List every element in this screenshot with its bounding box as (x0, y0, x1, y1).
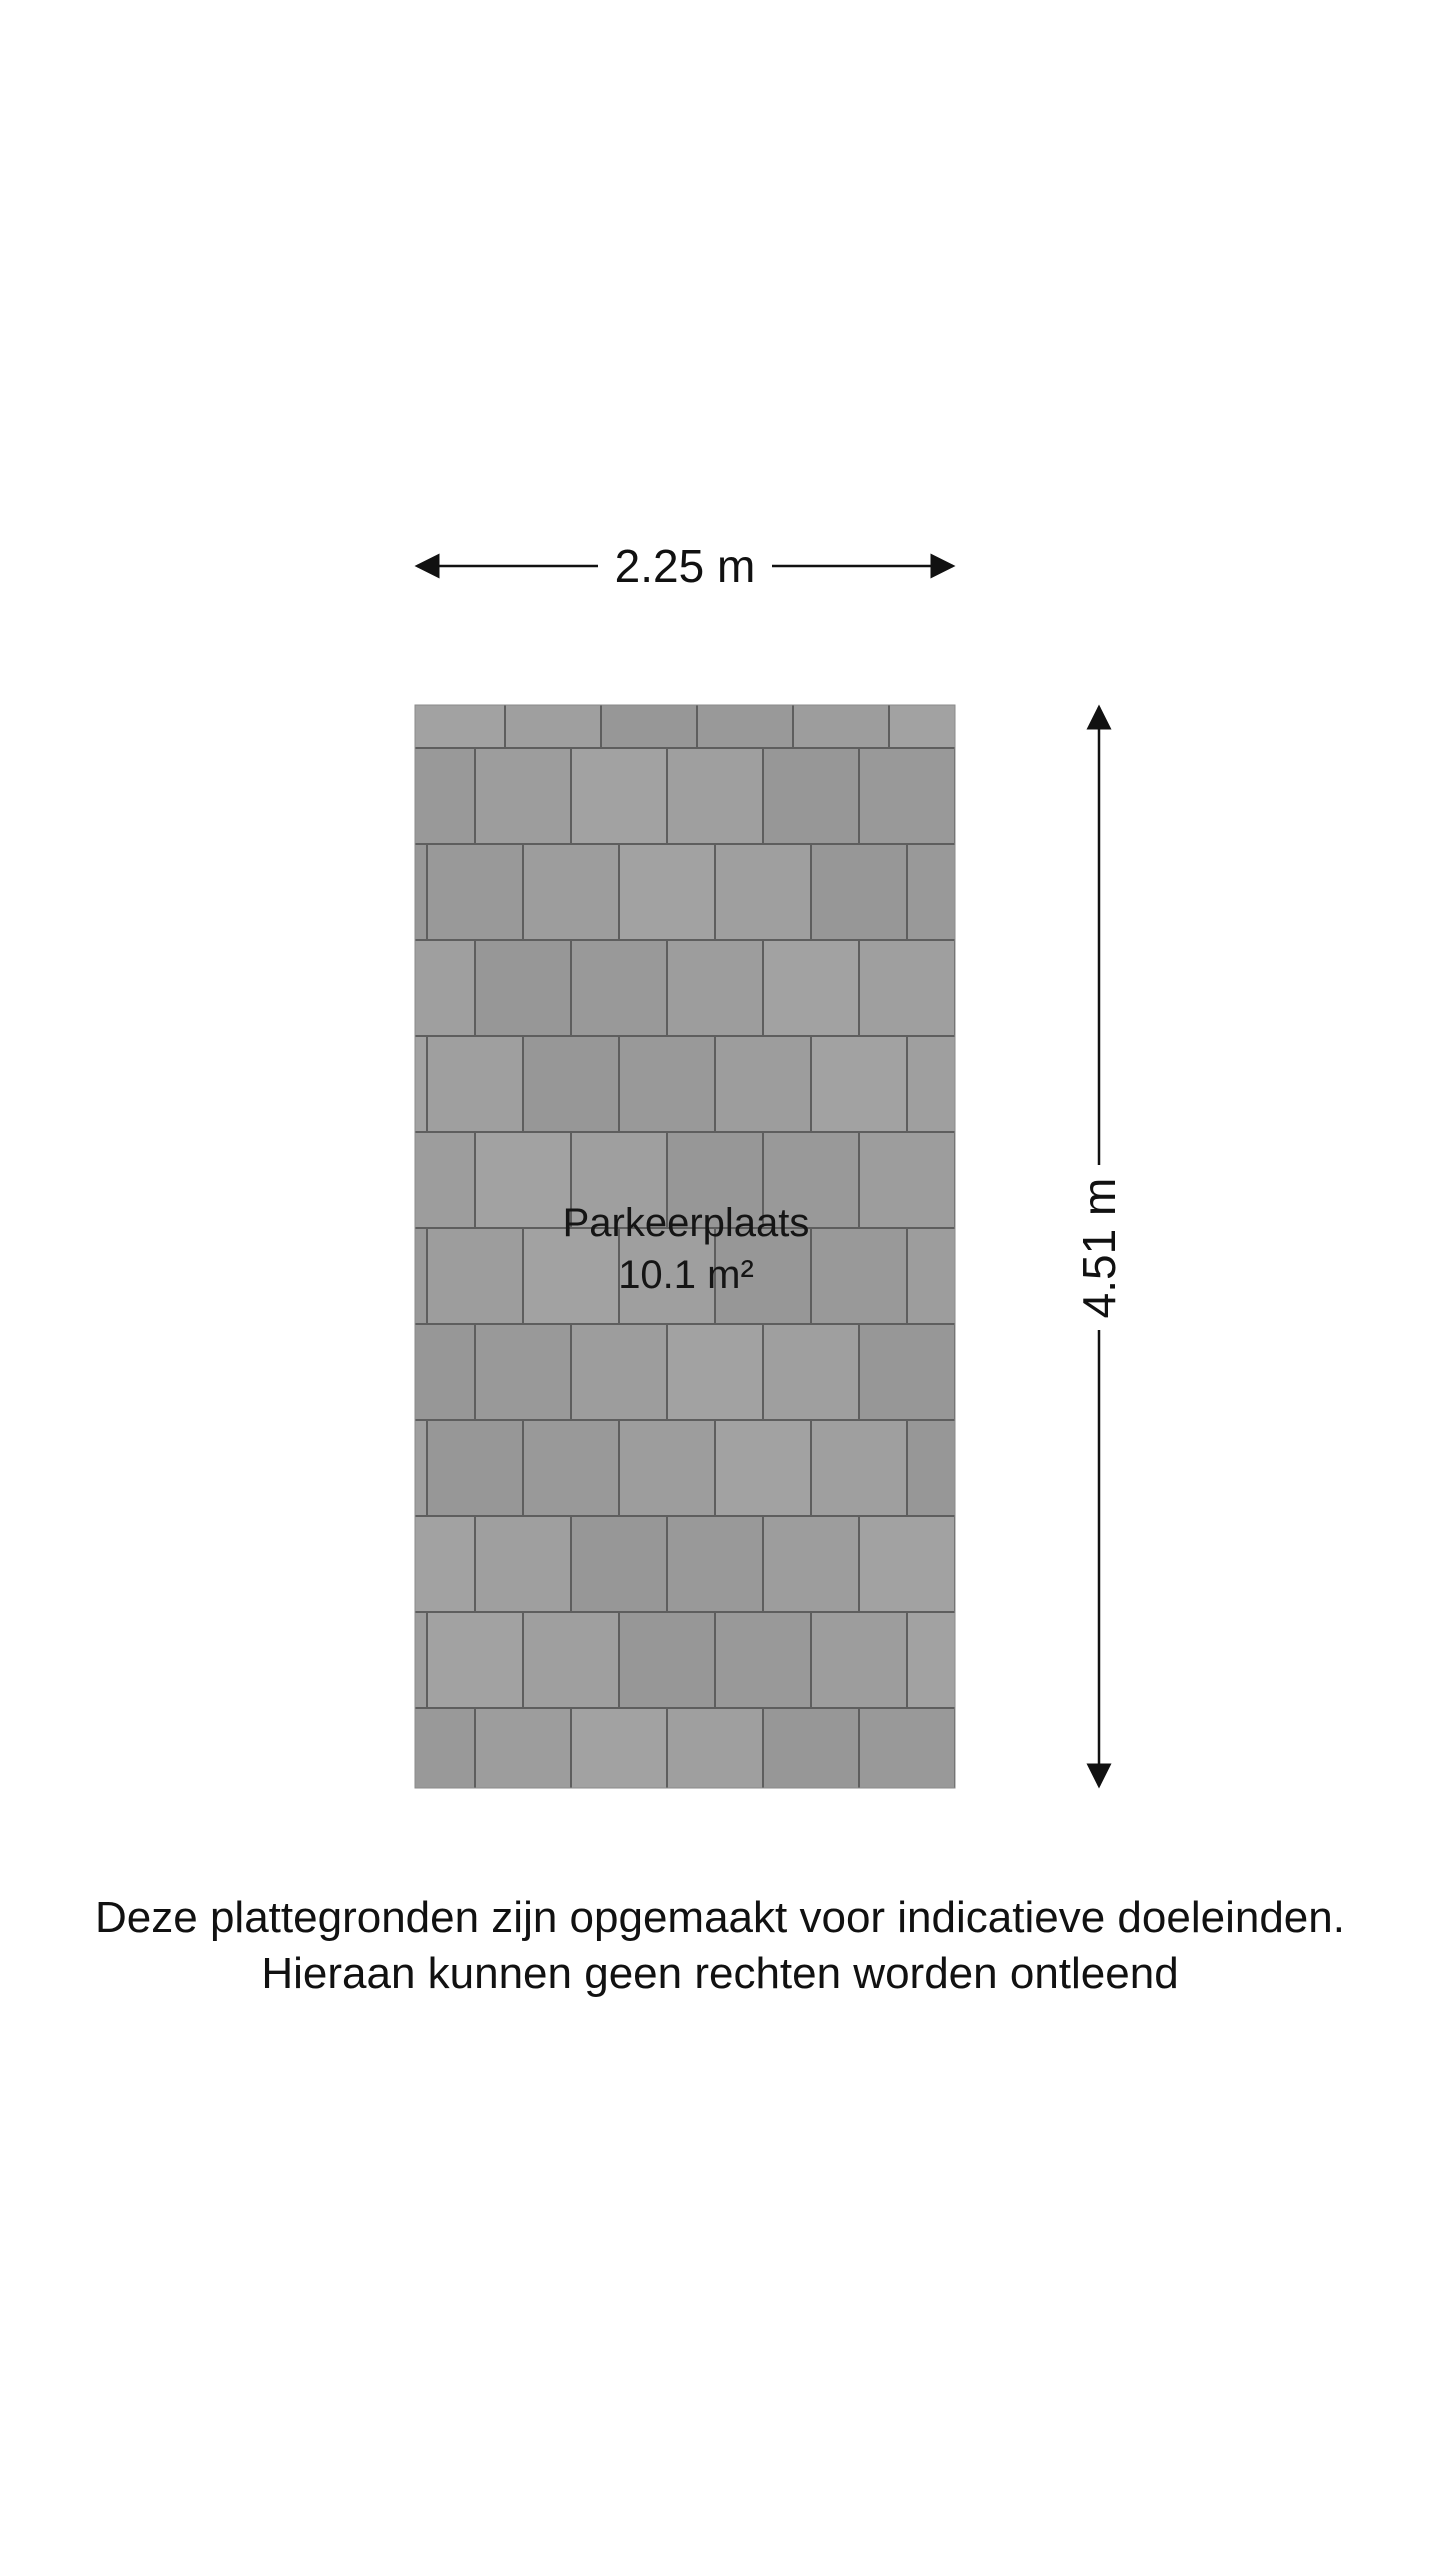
paving-tile (476, 1325, 570, 1419)
paving-tile (956, 1133, 1050, 1227)
paving-tile (908, 1805, 1002, 1899)
paving-tile (572, 1709, 666, 1803)
room-parkeerplaats (217, 652, 1146, 1900)
paving-tile (620, 1613, 714, 1707)
paving-tile (524, 1421, 618, 1515)
paving-tile (860, 941, 954, 1035)
paving-tile (332, 1037, 426, 1131)
paving-tile (332, 845, 426, 939)
paving-tile (284, 1709, 378, 1803)
paving-tile (860, 1709, 954, 1803)
paving-tile (812, 1805, 906, 1899)
paving-tile (956, 749, 1050, 843)
paving-tile (764, 1517, 858, 1611)
paving-tile (1004, 1037, 1098, 1131)
paving-tile (890, 653, 984, 747)
paving-tile (506, 653, 600, 747)
paving-tile (476, 1517, 570, 1611)
paving-tile (860, 1325, 954, 1419)
paving-tile (1004, 1613, 1098, 1707)
paving-tile (332, 1613, 426, 1707)
paving-tile (620, 1805, 714, 1899)
paving-tile (236, 1421, 330, 1515)
paving-tile (572, 1325, 666, 1419)
paving-tile (716, 1805, 810, 1899)
paving-tile (860, 1133, 954, 1227)
paving-tile (332, 1229, 426, 1323)
paving-tile (236, 1229, 330, 1323)
paving-tile (428, 1805, 522, 1899)
paving-tile (236, 1037, 330, 1131)
paving-tile (620, 1037, 714, 1131)
paving-tile (524, 1613, 618, 1707)
paving-tile (812, 1613, 906, 1707)
paving-tile (812, 1421, 906, 1515)
paving-tile (572, 1517, 666, 1611)
width-label: 2.25 m (614, 540, 756, 592)
paving-tile (428, 845, 522, 939)
paving-tile (668, 1517, 762, 1611)
paving-tile (716, 1613, 810, 1707)
paving-tile (572, 941, 666, 1035)
paving-tile (668, 1325, 762, 1419)
paving-tile (602, 653, 696, 747)
paving-tile (956, 1517, 1050, 1611)
paving-tile (986, 653, 1080, 747)
paving-tile (428, 1421, 522, 1515)
paving-tile (620, 1421, 714, 1515)
paving-tile (314, 653, 408, 747)
paving-tile (668, 941, 762, 1035)
paving-tile (284, 1325, 378, 1419)
paving-tile (284, 1517, 378, 1611)
height-dimension (1073, 707, 1125, 1786)
paving-tile (698, 653, 792, 747)
paving-tile (716, 845, 810, 939)
paving-tile (380, 1325, 474, 1419)
paving-tile (410, 653, 504, 747)
paving-tile (1004, 845, 1098, 939)
paving-tile (812, 1229, 906, 1323)
paving-tile (716, 1037, 810, 1131)
paving-tile (764, 941, 858, 1035)
paving-tile (284, 749, 378, 843)
paving-tile (1004, 1421, 1098, 1515)
disclaimer (0, 1890, 1440, 2002)
paving-tile (812, 845, 906, 939)
paving-tile (380, 749, 474, 843)
paving-tile (236, 1805, 330, 1899)
paving-tile (956, 1325, 1050, 1419)
paving-tile (218, 653, 312, 747)
paving-tile (380, 1133, 474, 1227)
paving-tile (956, 1709, 1050, 1803)
paving-tile (284, 1133, 378, 1227)
paving-tile (764, 1325, 858, 1419)
paving-tile (764, 749, 858, 843)
disclaimer-line-1: Deze plattegronden zijn opgemaakt voor indicatieve doeleinden. (95, 1893, 1345, 1942)
paving-tile (524, 845, 618, 939)
paving-tile (476, 941, 570, 1035)
paving-tile (794, 653, 888, 747)
paving-tile (764, 1709, 858, 1803)
paving-tile (476, 1133, 570, 1227)
height-label: 4.51 m (1073, 1177, 1125, 1319)
paving-tile (284, 941, 378, 1035)
paving-tile (236, 845, 330, 939)
paving-tile (380, 1517, 474, 1611)
paving-tile (428, 1613, 522, 1707)
paving-tile (716, 1421, 810, 1515)
paving-tile (428, 1229, 522, 1323)
paving-tile (572, 749, 666, 843)
paving-tile (860, 1517, 954, 1611)
room-name: Parkeerplaats (562, 1201, 810, 1245)
paving-tile (428, 1037, 522, 1131)
paving-tile (332, 1805, 426, 1899)
paving-tile (524, 1805, 618, 1899)
paving-tile (380, 1709, 474, 1803)
paving-tile (668, 1709, 762, 1803)
disclaimer-line-2: Hieraan kunnen geen rechten worden ontleend (261, 1949, 1179, 1998)
paving-tile (380, 941, 474, 1035)
paving-tile (476, 1709, 570, 1803)
paving-tile (812, 1037, 906, 1131)
paving-tile (476, 749, 570, 843)
width-dimension (417, 540, 953, 592)
paving-tile (524, 1037, 618, 1131)
room-area: 10.1 m² (618, 1253, 754, 1297)
paving-tile (620, 845, 714, 939)
paving-tile (236, 1613, 330, 1707)
paving-tile (1004, 1805, 1098, 1899)
paving-tile (332, 1421, 426, 1515)
paving-tile (956, 941, 1050, 1035)
paving-tile (668, 749, 762, 843)
paving-tile (860, 749, 954, 843)
